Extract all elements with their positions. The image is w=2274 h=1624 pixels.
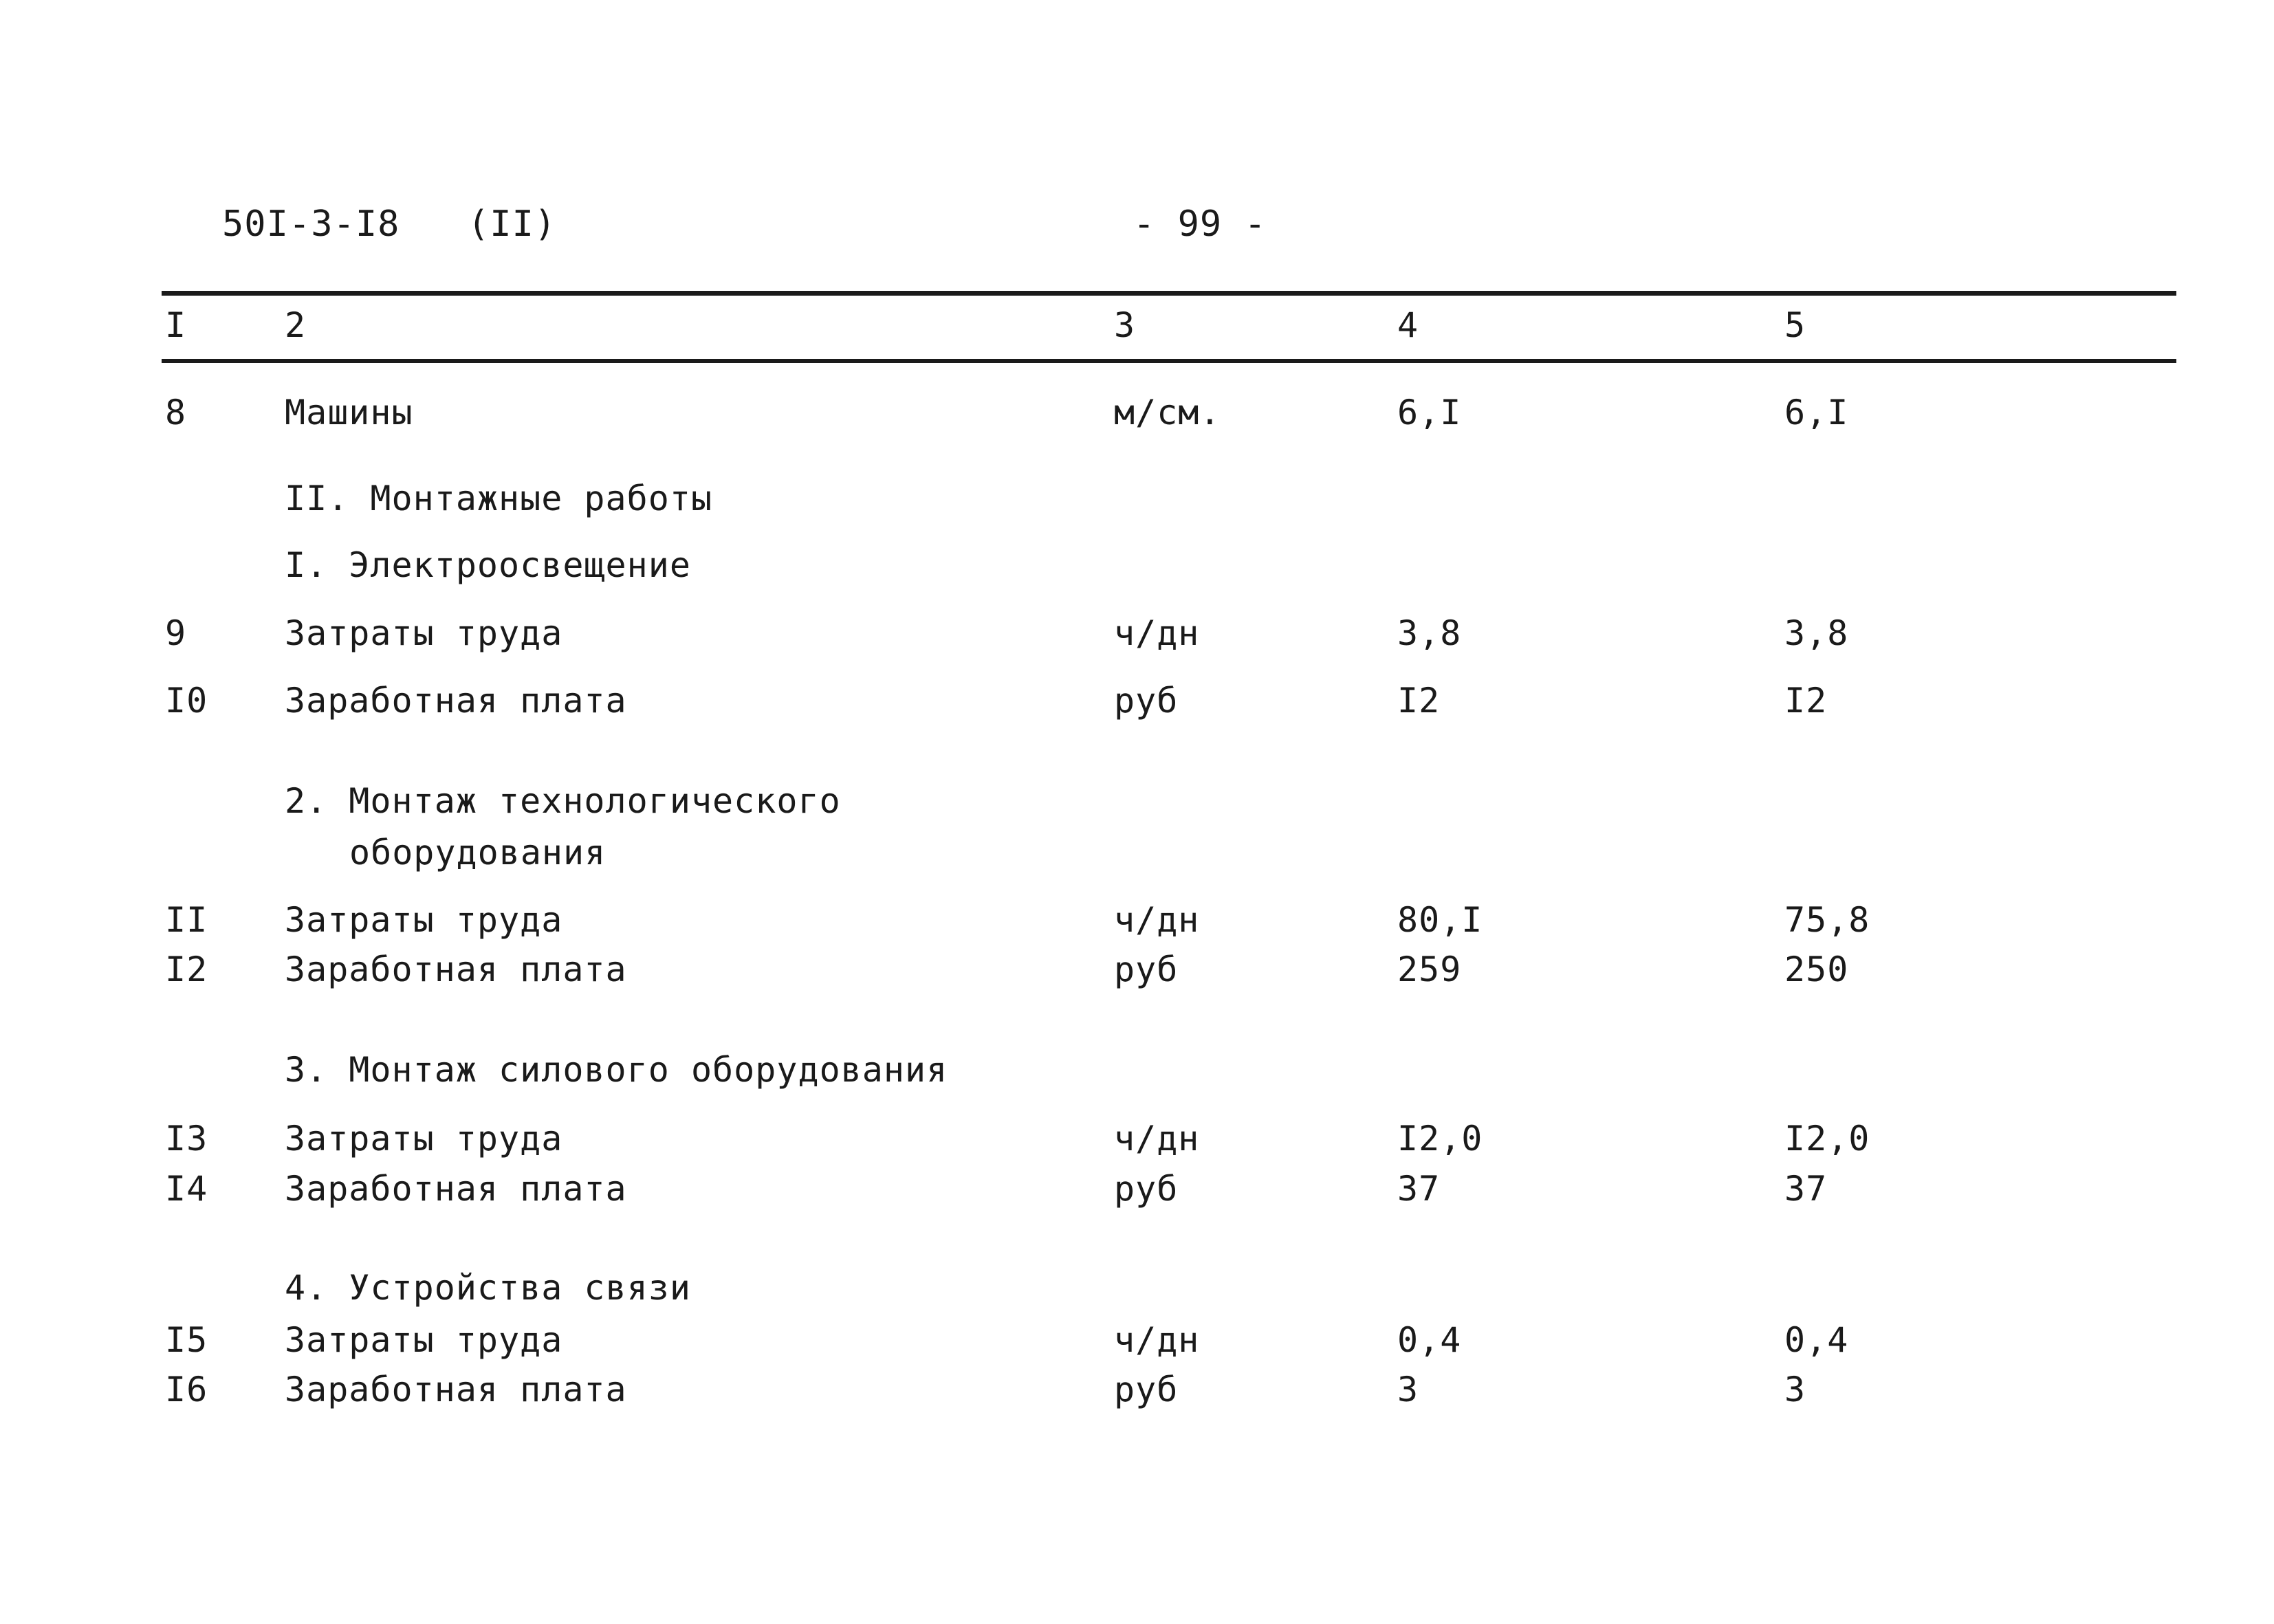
document-part: (II) xyxy=(468,204,557,245)
column-number-2: 2 xyxy=(285,305,307,345)
row-number: I3 xyxy=(165,1119,208,1159)
row-value-col4: 3 xyxy=(1397,1370,1419,1409)
row-value-col4: 3,8 xyxy=(1397,613,1462,653)
row-name: Затраты труда xyxy=(285,1119,563,1159)
row-unit: ч/дн xyxy=(1114,1320,1200,1360)
row-value-col4: 6,I xyxy=(1397,393,1462,432)
row-unit: ч/дн xyxy=(1114,613,1200,653)
column-number-3: 3 xyxy=(1114,305,1136,345)
row-value-col5: 75,8 xyxy=(1784,900,1870,940)
row-value-col4: I2,0 xyxy=(1397,1119,1483,1159)
row-number: I0 xyxy=(165,681,208,721)
row-value-col5: 6,I xyxy=(1784,393,1849,432)
row-name: Затраты труда xyxy=(285,900,563,940)
row-name: Машины xyxy=(285,393,413,432)
section-heading: I. Электроосвещение xyxy=(285,545,691,585)
row-unit: ч/дн xyxy=(1114,900,1200,940)
row-number: I2 xyxy=(165,950,208,989)
section-heading: 4. Устройства связи xyxy=(285,1268,691,1308)
row-value-col4: 0,4 xyxy=(1397,1320,1462,1360)
row-value-col5: I2 xyxy=(1784,681,1828,721)
row-number: II xyxy=(165,900,208,940)
column-number-4: 4 xyxy=(1397,305,1419,345)
row-value-col5: I2,0 xyxy=(1784,1119,1870,1159)
section-heading: 2. Монтаж технологического xyxy=(285,781,841,821)
row-name: Заработная плата xyxy=(285,1370,627,1409)
row-value-col4: I2 xyxy=(1397,681,1441,721)
row-unit: руб xyxy=(1114,681,1179,721)
row-unit: ч/дн xyxy=(1114,1119,1200,1159)
row-unit: руб xyxy=(1114,950,1179,989)
row-value-col5: 250 xyxy=(1784,950,1849,989)
row-name: Заработная плата xyxy=(285,950,627,989)
row-number: 9 xyxy=(165,613,187,653)
table-top-rule xyxy=(162,291,2176,296)
row-name: Затраты труда xyxy=(285,613,563,653)
row-unit: руб xyxy=(1114,1370,1179,1409)
row-number: I5 xyxy=(165,1320,208,1360)
row-number: I6 xyxy=(165,1370,208,1409)
row-unit: м/см. xyxy=(1114,393,1221,432)
row-value-col5: 3 xyxy=(1784,1370,1806,1409)
column-number-1: I xyxy=(165,305,187,345)
row-unit: руб xyxy=(1114,1169,1179,1209)
row-number: 8 xyxy=(165,393,187,432)
section-heading-continuation: оборудования xyxy=(349,833,606,873)
table-header-rule xyxy=(162,359,2176,363)
row-name: Затраты труда xyxy=(285,1320,563,1360)
row-value-col5: 3,8 xyxy=(1784,613,1849,653)
row-name: Заработная плата xyxy=(285,1169,627,1209)
page-number: - 99 - xyxy=(1133,204,1267,245)
row-value-col4: 37 xyxy=(1397,1169,1441,1209)
row-name: Заработная плата xyxy=(285,681,627,721)
section-heading: 3. Монтаж силового оборудования xyxy=(285,1050,948,1090)
row-value-col4: 80,I xyxy=(1397,900,1483,940)
document-code: 50I-3-I8 xyxy=(222,204,400,245)
row-value-col4: 259 xyxy=(1397,950,1462,989)
row-number: I4 xyxy=(165,1169,208,1209)
row-value-col5: 0,4 xyxy=(1784,1320,1849,1360)
row-value-col5: 37 xyxy=(1784,1169,1828,1209)
part-heading: II. Монтажные работы xyxy=(285,479,713,518)
column-number-5: 5 xyxy=(1784,305,1806,345)
